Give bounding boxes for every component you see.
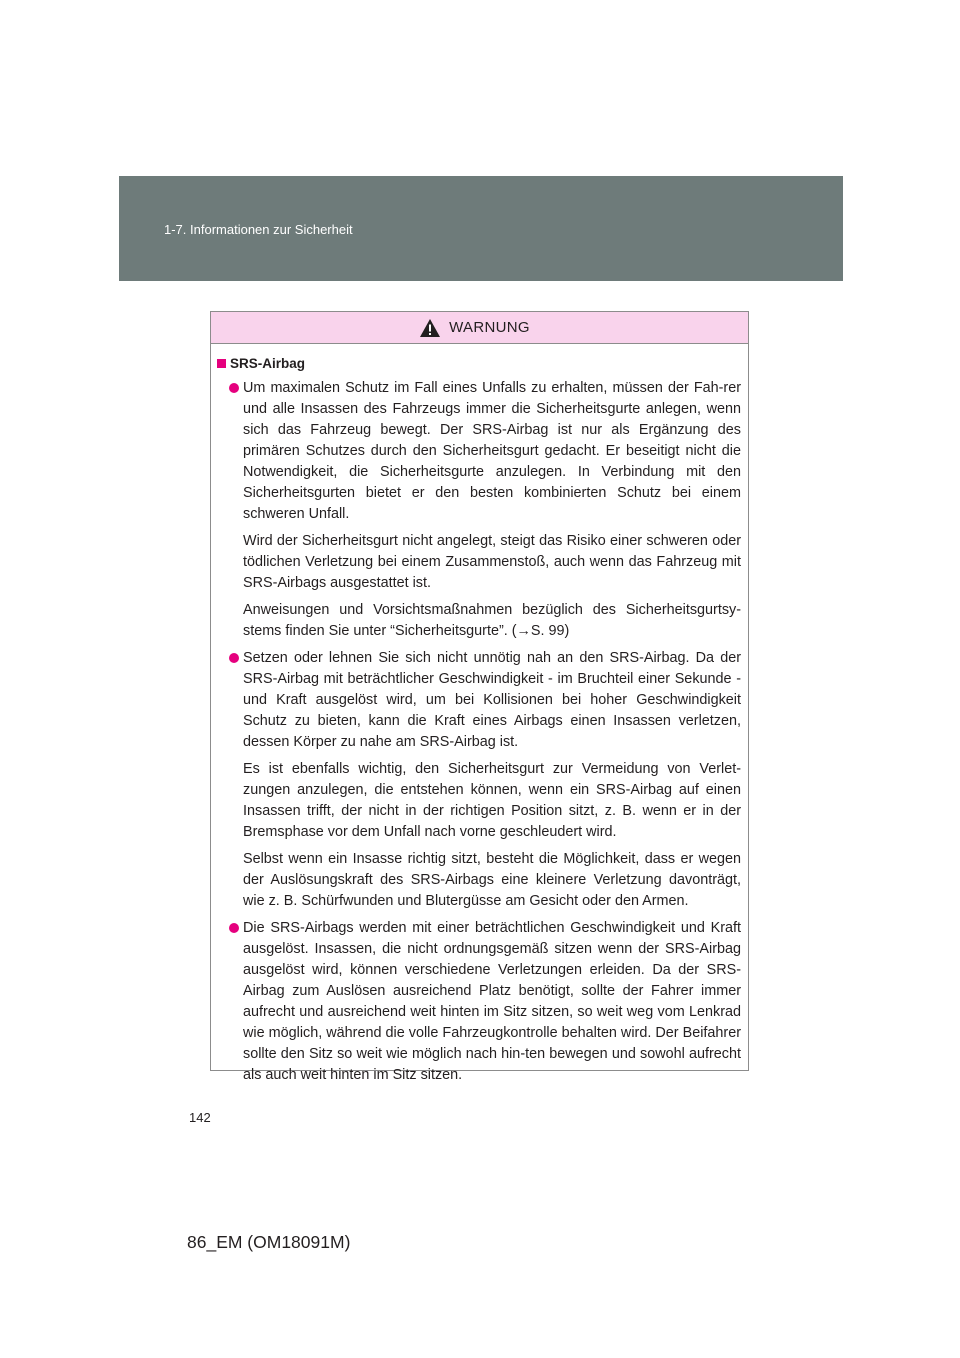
bullet-icon	[229, 383, 239, 393]
section-header-band	[119, 176, 843, 281]
warning-item	[217, 648, 742, 912]
paragraph: Anweisungen und Vorsichtsmaßnahmen bezüglich des Sicherheitsgurtsy-stems finden Sie unter “Sicherheitsgurte”. (→S. 99)	[243, 602, 741, 639]
warning-body	[211, 344, 748, 1086]
warning-topic	[217, 356, 742, 371]
square-bullet-icon	[217, 359, 226, 368]
document-code: 86_EM (OM18091M)	[187, 1232, 351, 1252]
paragraph: Wird der Sicherheitsgurt nicht angelegt, steigt das Risiko einer schweren oder tödlichen Verletzung bei einem Zusammenstoß, auch wenn das Fahrzeug mit SRS-Airbags ausgestattet ist.	[243, 533, 741, 591]
warning-box	[210, 311, 749, 1083]
warning-header	[211, 312, 748, 344]
warning-topic-label: SRS-Airbag	[230, 356, 306, 371]
warning-item	[217, 918, 742, 1086]
paragraph: Die SRS-Airbags werden mit einer beträchtlichen Geschwindigkeit und Kraft ausgelöst. Insassen, die nicht ordnungsgemäß sitzen wenn der SRS-Airbag ausgelöst wird, können verschiedene Verletzungen erleiden. Da der SRS-Airbag zum Auslösen ausreichend Platz benötigt, sollte der Fahrer immer aufrecht und ausreichend weit hinten im Sitz sitzen, so weit weg vom Lenkrad wie möglich, während die volle Fahrzeugkontrolle behalten wird. Der Beifahrer sollte den Sitz so weit wie möglich nach hin-ten bewegen und sowohl aufrecht als auch weit hinten im Sitz sitzen.	[243, 920, 741, 1083]
warning-item	[217, 378, 742, 642]
warning-triangle-icon	[419, 318, 441, 338]
section-title: 1-7. Informationen zur Sicherheit	[164, 222, 353, 237]
bullet-icon	[229, 923, 239, 933]
paragraph: Setzen oder lehnen Sie sich nicht unnötig nah an den SRS-Airbag. Da der SRS-Airbag mit beträchtlicher Geschwindigkeit - im Bruchteil einer Sekunde - und Kraft ausgelöst wird, um bei Kollisionen bei hoher Geschwindigkeit Schutz zu bieten, kann die Kraft eines Airbags einen Insassen verletzen, dessen Körper zu nahe am SRS-Airbag ist.	[243, 650, 741, 750]
bullet-icon	[229, 653, 239, 663]
paragraph: Um maximalen Schutz im Fall eines Unfalls zu erhalten, müssen der Fah-rer und alle Insassen des Fahrzeugs immer die Sicherheitsgurte anlegen, wenn sich das Fahrzeug bewegt. Der SRS-Airbag ist nur als Ergänzung des primären Schutzes durch den Sicherheitsgurt gedacht. Er beseitigt nicht die Notwendigkeit, die Sicherheitsgurte anzulegen. In Verbindung mit den Sicherheitsgurten bietet er den besten kombinierten Schutz bei einem schweren Unfall.	[243, 380, 741, 522]
paragraph: Es ist ebenfalls wichtig, den Sicherheitsgurt zur Vermeidung von Verlet-zungen anzulegen, die entstehen können, wenn ein SRS-Airbag auf einen Insassen trifft, der nicht in der richtigen Position sitzt, z. B. wenn er in der Bremsphase vor dem Unfall nach vorne geschleudert wird.	[243, 761, 741, 840]
page-number: 142	[189, 1110, 211, 1125]
warning-title: WARNUNG	[449, 319, 530, 336]
paragraph: Selbst wenn ein Insasse richtig sitzt, besteht die Möglichkeit, dass er wegen der Auslösungskraft des SRS-Airbags eine kleinere Verletzung davonträgt, wie z. B. Schürfwunden und Blutergüsse am Gesicht oder den Armen.	[243, 851, 741, 909]
